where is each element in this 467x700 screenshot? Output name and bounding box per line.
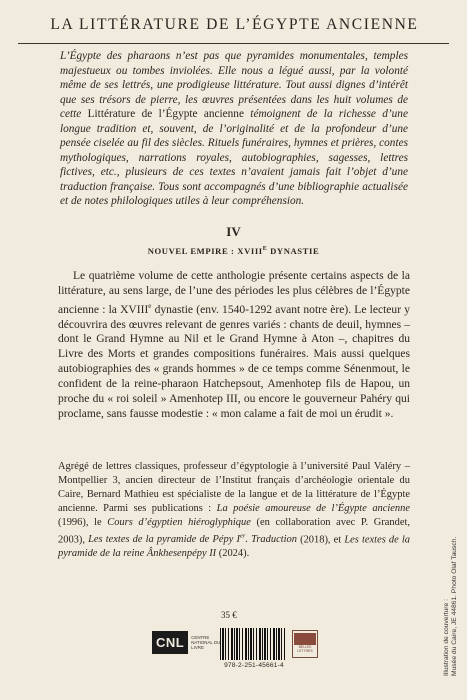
- footer-logos: [152, 628, 322, 672]
- bio-text-3: (en collaboration avec P. Grandet, 2003),: [58, 516, 411, 546]
- bio-pub-3a: Les textes de la pyramide de Pépy I: [88, 534, 240, 546]
- intro-series-title: Littérature de l’Égypte ancienne: [87, 108, 244, 121]
- credit-line-2: Musée du Caire, JE 44861. Photo Olaf Tausch.: [451, 536, 459, 676]
- bio-text-4: (2018), et: [296, 534, 345, 546]
- volume-subtitle: [0, 246, 467, 256]
- cover-credit: [443, 537, 459, 676]
- publisher-emblem-icon: [294, 633, 316, 645]
- price-label: 35 €: [221, 610, 237, 620]
- top-rule: [18, 43, 449, 44]
- bio-pub-3-sup: er: [239, 532, 246, 540]
- volume-description: [58, 269, 410, 422]
- volume-subtitle-end: DYNASTIE: [267, 246, 320, 256]
- volume-subtitle-sup: E: [262, 246, 268, 253]
- intro-text-end: témoignent de la richesse d’une longue tradition et, souvent, de l’originalité et de la profondeur d’une pensée ciselée au fil des siècles. Rituels funéraires, hymnes et prières, contes mythologiques, narrations royales, autobiographies, sagesses, lettres fictives, etc., plusieurs de ces textes n’avaient jamais fait l’objet d’une traduction française. Tous sont accompagnés d’une bibliographie actualisée et de notes philologiques utiles à leur compréhension.: [60, 108, 408, 208]
- publisher-logo: [292, 630, 318, 658]
- volume-subtitle-main: NOUVEL EMPIRE : XVIII: [147, 246, 263, 256]
- bio-text-2: (1996), le: [58, 516, 108, 528]
- description-part1: Le quatrième volume de cette anthologie présente certains aspects de la littérature, au sens large, de l’une des périodes les plus célèbres de l’Égypte ancienne : la XVIII: [58, 270, 410, 316]
- cnl-text: CENTRE NATIONAL DU LIVRE: [191, 634, 221, 650]
- isbn-barcode: [220, 628, 286, 660]
- bio-text-5: (2024).: [216, 548, 250, 560]
- isbn-number: 978-2-251-45661-4: [224, 662, 284, 669]
- intro-text-start: L’Égypte des pharaons n’est pas que pyramides monumentales, temples majestueux ou tombes inviolées. Elle nous a légué aussi, par la volonté même de ses lettrés, une prodigieuse littérature. Tout aussi dignes d’intérêt que ses trésors de pierre, les œuvres présentées dans les huit volumes de cette: [60, 50, 408, 121]
- description-sup: e: [148, 301, 152, 310]
- volume-number: IV: [226, 224, 241, 239]
- bio-pub-1: La poésie amoureuse de l’Égypte ancienne: [216, 502, 410, 514]
- cnl-mark: CNL: [152, 631, 188, 654]
- collection-title: LA LITTÉRATURE DE L’ÉGYPTE ANCIENNE: [50, 16, 419, 33]
- description-part2: dynastie (env. 1540-1292 avant notre ère). Le lecteur y découvrira des œuvres relevant de genres variés : chants de deuil, hymnes – dont le Grand Hymne au Nil et le Grand Hymne à Aton –, chapitres du Livre des Morts et grandes compositions funéraires. Mais aussi quelques autobiographies des « grands hommes » de ce temps comme Sénenmout, le confident de la reine-pharaon Hatchepsout, Amenhotep fils de Hapou, un proche du « roi soleil » Amenhotep III, ou encore le gouverneur Pahéry qui proclame, sans fausse modestie : « mon calame a fait de moi un érudit ».: [58, 303, 410, 420]
- bio-pub-3b: . Traduction: [245, 534, 297, 546]
- publisher-text: BELLES LETTRES: [297, 645, 313, 653]
- author-bio: [58, 460, 410, 561]
- bio-pub-3: [88, 534, 297, 545]
- bio-pub-2: Cours d’égyptien hiéroglyphique: [107, 516, 251, 528]
- bio-text-1: Agrégé de lettres classiques, professeur d’égyptologie à l’université Paul Valéry – Montpellier 3, ancien directeur de l’Institut français d’archéologie orientale du Caire, Bernard Mathieu est spécialiste de la langue et de la littérature de l’Égypte ancienne. Parmi ses publications :: [58, 461, 410, 514]
- credit-line-1: Illustration de couverture :: [443, 599, 450, 676]
- series-intro: [60, 49, 408, 209]
- cnl-logo: [152, 628, 229, 656]
- bio-pub-4: Les textes de la pyramide de la reine Ânkhesenpépy II: [58, 534, 411, 560]
